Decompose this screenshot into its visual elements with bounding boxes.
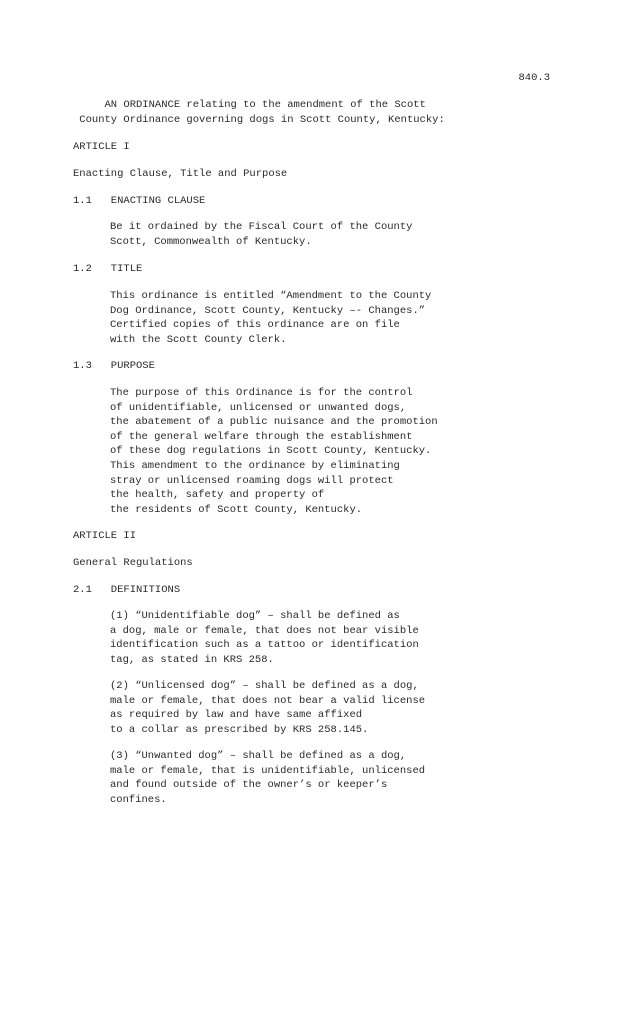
article-2-heading: ARTICLE II — [73, 530, 137, 542]
article-1-subtitle: Enacting Clause, Title and Purpose — [73, 168, 288, 180]
section-1-2-body: This ordinance is entitled “Amendment to the County Dog Ordinance, Scott County, Kentucky –- Changes.” Certified copies of this ordinance are on file with the Scott County Clerk. — [110, 290, 432, 346]
intro-line-1: AN ORDINANCE relating to the amendment of the Scott — [73, 99, 426, 111]
section-1-2-heading: 1.2 TITLE — [73, 263, 143, 275]
definition-3: (3) “Unwanted dog” – shall be defined as a dog, male or female, that is unidentifiable, unlicensed and found outside of the owner’s or keeper’s confines. — [110, 750, 426, 806]
section-1-3-body: The purpose of this Ordinance is for the control of unidentifiable, unlicensed or unwanted dogs, the abatement of a public nuisance and the promotion of the general welfare through the establishment of these dog regulations in Scott County, Kentucky. This amendment to the ordinance by eliminating stray or unlicensed roaming dogs will protect the health, safety and property of the residents of Scott County, Kentucky. — [110, 387, 438, 516]
page-number: 840.3 — [518, 72, 550, 84]
intro-line-2: County Ordinance governing dogs in Scott County, Kentucky: — [73, 113, 445, 126]
article-2-subtitle: General Regulations — [73, 557, 193, 569]
ordinance-intro — [73, 98, 445, 127]
section-2-1-heading: 2.1 DEFINITIONS — [73, 584, 181, 596]
article-1-heading: ARTICLE I — [73, 141, 130, 153]
definition-2: (2) “Unlicensed dog” – shall be defined as a dog, male or female, that does not bear a valid license as required by law and have same affixed to a collar as prescribed by KRS 258.145. — [110, 680, 426, 736]
definition-1: (1) “Unidentifiable dog” – shall be defined as a dog, male or female, that does not bear visible identification such as a tattoo or identification tag, as stated in KRS 258. — [110, 610, 419, 666]
section-1-3-heading: 1.3 PURPOSE — [73, 360, 155, 372]
section-1-1-heading: 1.1 ENACTING CLAUSE — [73, 195, 206, 207]
section-1-1-body: Be it ordained by the Fiscal Court of the County Scott, Commonwealth of Kentucky. — [110, 221, 413, 248]
